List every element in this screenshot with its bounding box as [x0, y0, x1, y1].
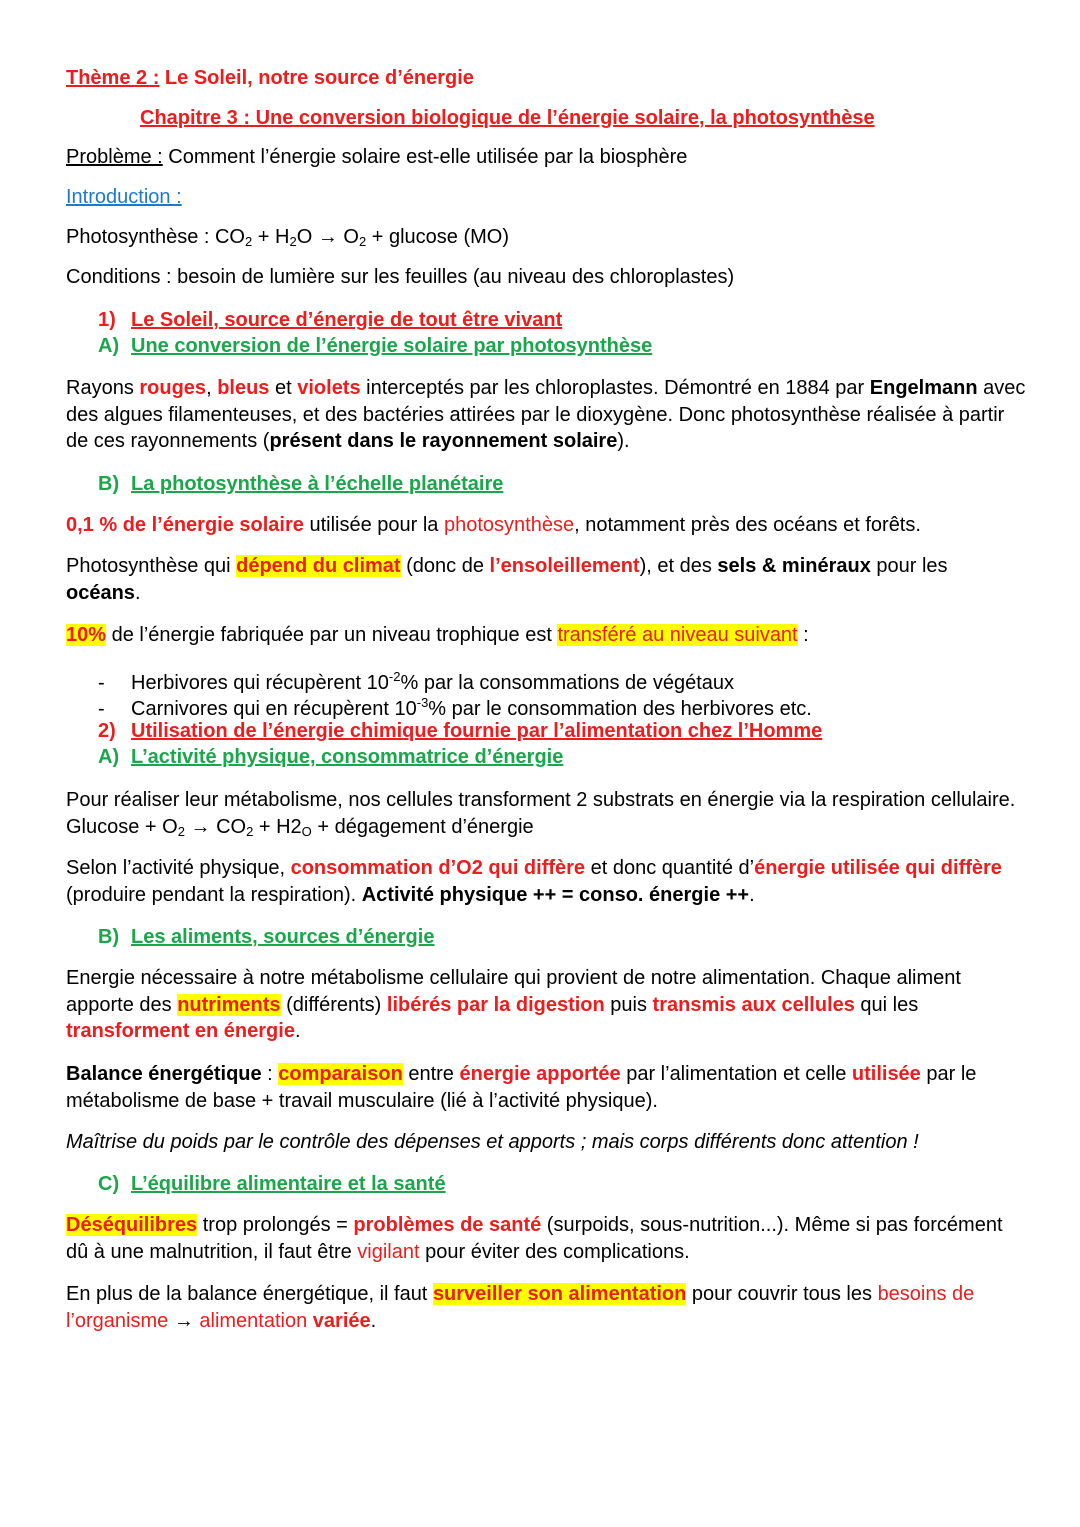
text-run: présent dans le rayonnement solaire	[269, 430, 618, 453]
text-run: par l’alimentation et celle	[620, 1063, 852, 1085]
text-run: transmis aux cellules	[652, 993, 855, 1016]
text-run: .	[294, 1020, 301, 1043]
section-number: A)	[98, 746, 120, 768]
text-run: :	[797, 624, 809, 646]
text-run: par le métabolisme de base + travail musculaire (lié à l’activité physique).	[66, 1063, 977, 1112]
text-run: ).	[617, 430, 630, 453]
text-run: bleus	[217, 377, 270, 399]
text-run: + H	[252, 226, 290, 248]
text-run: (produire pendant la respiration).	[66, 883, 362, 906]
weight-note	[66, 1129, 1026, 1156]
text-run: .	[134, 581, 141, 604]
text-run: 2	[177, 823, 185, 839]
text-run: 2	[289, 234, 297, 249]
text-run: pour couvrir tous les	[686, 1283, 878, 1305]
text-run: Le Soleil, notre source d’énergie	[159, 67, 474, 89]
text-run: Balance énergétique	[66, 1063, 262, 1085]
text-run: Utilisation de l’énergie chimique fournie par l’alimentation chez l’Homme	[131, 720, 823, 742]
text-run: , notamment près des océans et forêts.	[574, 514, 921, 536]
text-run: comparaison	[278, 1063, 403, 1085]
trophic-paragraph	[66, 622, 1026, 649]
text-run: et donc quantité d’	[585, 857, 755, 879]
text-run: Pour réaliser leur métabolisme, nos cellules transforment 2 substrats en énergie via la respiration cellulaire. Glucose + O	[66, 789, 1016, 838]
chapter-title	[140, 105, 1080, 132]
section-number: 1)	[98, 309, 116, 331]
text-run: violets	[297, 377, 361, 399]
text-run: puis	[604, 993, 653, 1016]
text-run: Thème 2 :	[66, 67, 160, 89]
text-run: Les aliments, sources d’énergie	[131, 926, 435, 948]
text-run: % par la consommations de végétaux	[400, 672, 734, 694]
section-number: B)	[98, 473, 120, 495]
text-run: Selon l’activité physique,	[66, 857, 291, 879]
text-run: -2	[388, 669, 401, 684]
text-run: L’activité physique, consommatrice d’énergie	[131, 746, 564, 768]
introduction-heading	[66, 184, 1026, 211]
section-2	[98, 718, 1058, 745]
text-run: Comment l’énergie solaire est-elle utilisée par la biosphère	[162, 146, 688, 168]
text-run: ), et des	[639, 555, 718, 577]
text-run: entre	[402, 1063, 460, 1085]
text-run: sels & minéraux	[717, 555, 871, 577]
text-run: photosynthèse	[443, 514, 575, 536]
climate-paragraph	[66, 553, 1026, 606]
text-run: transféré au niveau suivant	[557, 624, 798, 646]
text-run: interceptés par les chloroplastes. Démontré en 1884 par	[360, 377, 870, 399]
text-run: consommation d’O2 qui diffère	[290, 857, 586, 879]
text-run: l’ensoleillement	[489, 555, 640, 577]
text-run: pour les	[870, 555, 948, 577]
text-run: océans	[66, 581, 135, 604]
text-run: alimentation	[199, 1309, 308, 1332]
section-number: B)	[98, 926, 120, 948]
text-run: .	[749, 883, 755, 906]
text-run: -3	[416, 695, 429, 710]
rays-paragraph	[66, 375, 1026, 455]
text-run: Déséquilibres	[66, 1214, 198, 1236]
section-number: A)	[98, 335, 120, 357]
section-number: 2)	[98, 720, 116, 742]
text-run: vigilant	[357, 1240, 420, 1263]
text-run: + H2	[253, 815, 302, 838]
text-run: Activité physique ++ = conso. énergie ++	[361, 883, 750, 906]
text-run: et	[269, 377, 298, 399]
text-run: O	[301, 823, 312, 839]
text-run: .	[370, 1309, 377, 1332]
text-run: 2	[246, 823, 254, 839]
text-run: L’équilibre alimentaire et la santé	[131, 1173, 446, 1195]
text-run: O → O	[296, 226, 359, 248]
text-run: :	[261, 1063, 279, 1085]
activity-paragraph	[66, 855, 1026, 908]
text-run: nutriments	[177, 993, 281, 1016]
solar-share	[66, 512, 1026, 539]
text-run: (différents)	[280, 993, 387, 1016]
text-run: surveiller son alimentation	[432, 1283, 687, 1305]
section-2c	[98, 1171, 1058, 1198]
text-run: La photosynthèse à l’échelle planétaire	[131, 473, 504, 495]
text-run: (donc de	[400, 555, 490, 577]
text-run: rouges	[139, 377, 207, 399]
section-1	[98, 307, 1058, 334]
text-run: Maîtrise du poids par le contrôle des dépenses et apports ; mais corps différents donc attention !	[66, 1131, 919, 1153]
text-run: qui les	[854, 993, 919, 1016]
text-run: Carnivores qui en récupèrent 10	[131, 698, 417, 720]
text-run: (surpoids, sous-nutrition...). Même si pas forcément dû à une malnutrition, il faut être	[66, 1214, 1003, 1263]
section-2b	[98, 924, 1058, 951]
text-run: % par le consommation des herbivores etc.	[428, 698, 812, 720]
text-run: trop prolongés =	[197, 1214, 354, 1236]
section-1b	[98, 471, 1058, 498]
text-run: Herbivores qui récupèrent 10	[131, 672, 389, 694]
text-run: Une conversion de l’énergie solaire par photosynthèse	[131, 335, 653, 357]
text-run: 2	[244, 234, 253, 249]
text-run: problèmes de santé	[353, 1214, 542, 1236]
bullet-dash: -	[98, 698, 105, 720]
text-run: de l’énergie fabriquée par un niveau trophique est	[106, 624, 558, 646]
text-run: Chapitre 3 : Une conversion biologique de l’énergie solaire, la photosynthèse	[140, 107, 875, 129]
bullet-dash: -	[98, 672, 105, 694]
theme-title	[66, 65, 1026, 92]
text-run: + dégagement d’énergie	[311, 815, 534, 838]
problem	[66, 144, 1026, 171]
section-number: C)	[98, 1173, 120, 1195]
imbalance-paragraph	[66, 1212, 1026, 1265]
diet-paragraph	[66, 1281, 1026, 1334]
text-run: → CO	[184, 815, 247, 838]
text-run: utilisée	[851, 1063, 921, 1085]
text-run: Problème :	[66, 146, 163, 168]
text-run: + glucose (MO)	[366, 226, 509, 248]
text-run: Photosynthèse qui	[66, 555, 237, 577]
text-run: 10%	[66, 624, 107, 646]
text-run: 0,1 % de l’énergie solaire	[66, 514, 304, 536]
text-run: Conditions : besoin de lumière sur les feuilles (au niveau des chloroplastes)	[66, 266, 735, 288]
text-run: énergie utilisée qui diffère	[754, 857, 1002, 879]
text-run: En plus de la balance énergétique, il faut	[66, 1283, 433, 1305]
text-run: Rayons	[66, 377, 140, 399]
conditions	[66, 264, 1026, 291]
text-run: libérés par la digestion	[386, 993, 605, 1016]
text-run: 2	[358, 234, 367, 249]
balance-paragraph	[66, 1061, 1026, 1114]
text-run: →	[168, 1309, 200, 1332]
text-run: énergie apportée	[459, 1063, 621, 1085]
text-run: transforment en énergie	[66, 1020, 295, 1043]
text-run: besoins de l’organisme	[66, 1283, 975, 1332]
text-run: dépend du climat	[236, 555, 401, 577]
metabolism-paragraph	[66, 787, 1026, 845]
text-run: Introduction :	[66, 186, 182, 208]
text-run: avec des algues filamenteuses, et des bactéries attirées par le dioxygène. Donc photosynthèse réalisée à partir de ces rayonnements (	[66, 377, 1026, 453]
text-run: Le Soleil, source d’énergie de tout être vivant	[131, 309, 563, 331]
text-run: ,	[206, 377, 218, 399]
text-run: utilisée pour la	[303, 514, 444, 536]
text-run: Energie nécessaire à notre métabolisme cellulaire qui provient de notre alimentation. Chaque aliment apporte des	[66, 967, 961, 1016]
photosynthesis-equation	[66, 224, 1026, 256]
food-paragraph	[66, 965, 1026, 1045]
section-1a	[98, 333, 1058, 360]
text-run: Engelmann	[869, 377, 978, 399]
text-run: pour éviter des complications.	[419, 1240, 690, 1263]
text-run: Photosynthèse : CO	[66, 226, 245, 248]
text-run: variée	[312, 1309, 371, 1332]
section-2a	[98, 744, 1058, 771]
